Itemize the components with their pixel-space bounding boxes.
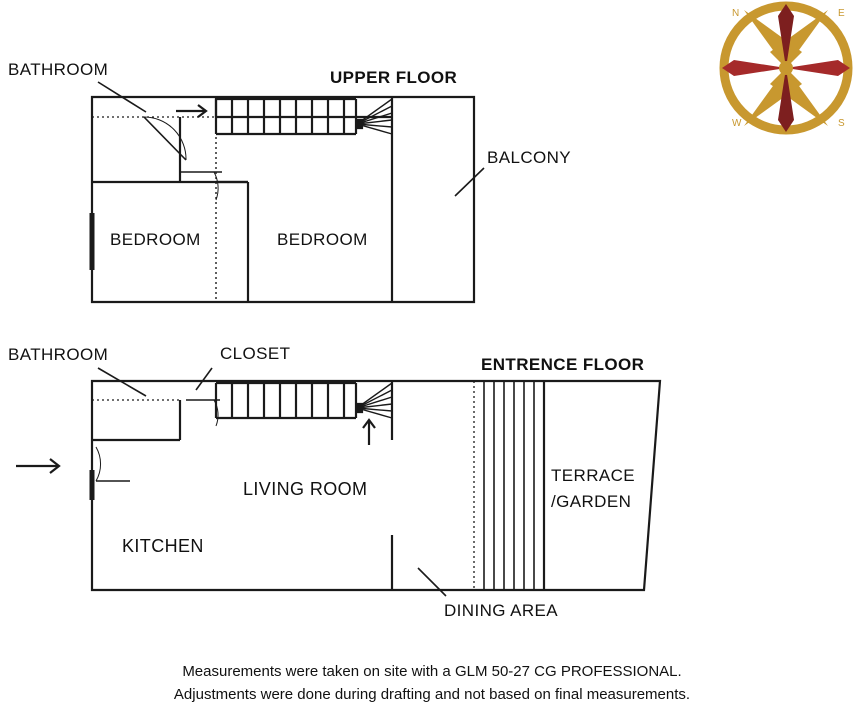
svg-text:W: W	[732, 118, 742, 129]
label-terrace-line2: /GARDEN	[551, 492, 632, 511]
label-bathroom-upper: BATHROOM	[8, 60, 109, 79]
label-bedroom-left: BEDROOM	[110, 230, 201, 249]
label-bedroom-right: BEDROOM	[277, 230, 368, 249]
compass-rose	[722, 4, 850, 132]
label-kitchen: KITCHEN	[122, 536, 204, 556]
footnote-line-1: Measurements were taken on site with a GLM 50-27 CG PROFESSIONAL.	[182, 663, 682, 680]
label-bathroom-entrance: BATHROOM	[8, 345, 109, 364]
label-closet: CLOSET	[220, 344, 291, 363]
label-living-room: LIVING ROOM	[243, 479, 368, 499]
footnote-line-2: Adjustments were done during drafting and not based on final measurements.	[173, 686, 691, 703]
label-dining-area: DINING AREA	[444, 601, 558, 620]
label-balcony: BALCONY	[487, 148, 572, 167]
label-terrace-line1: TERRACE	[551, 466, 636, 485]
upper-floor-plan	[92, 82, 484, 302]
svg-text:E: E	[838, 8, 845, 19]
upper-floor-title: UPPER FLOOR	[330, 68, 458, 87]
svg-text:N: N	[732, 8, 740, 19]
svg-text:S: S	[838, 118, 845, 129]
entrance-floor-title: ENTRENCE FLOOR	[481, 355, 645, 374]
